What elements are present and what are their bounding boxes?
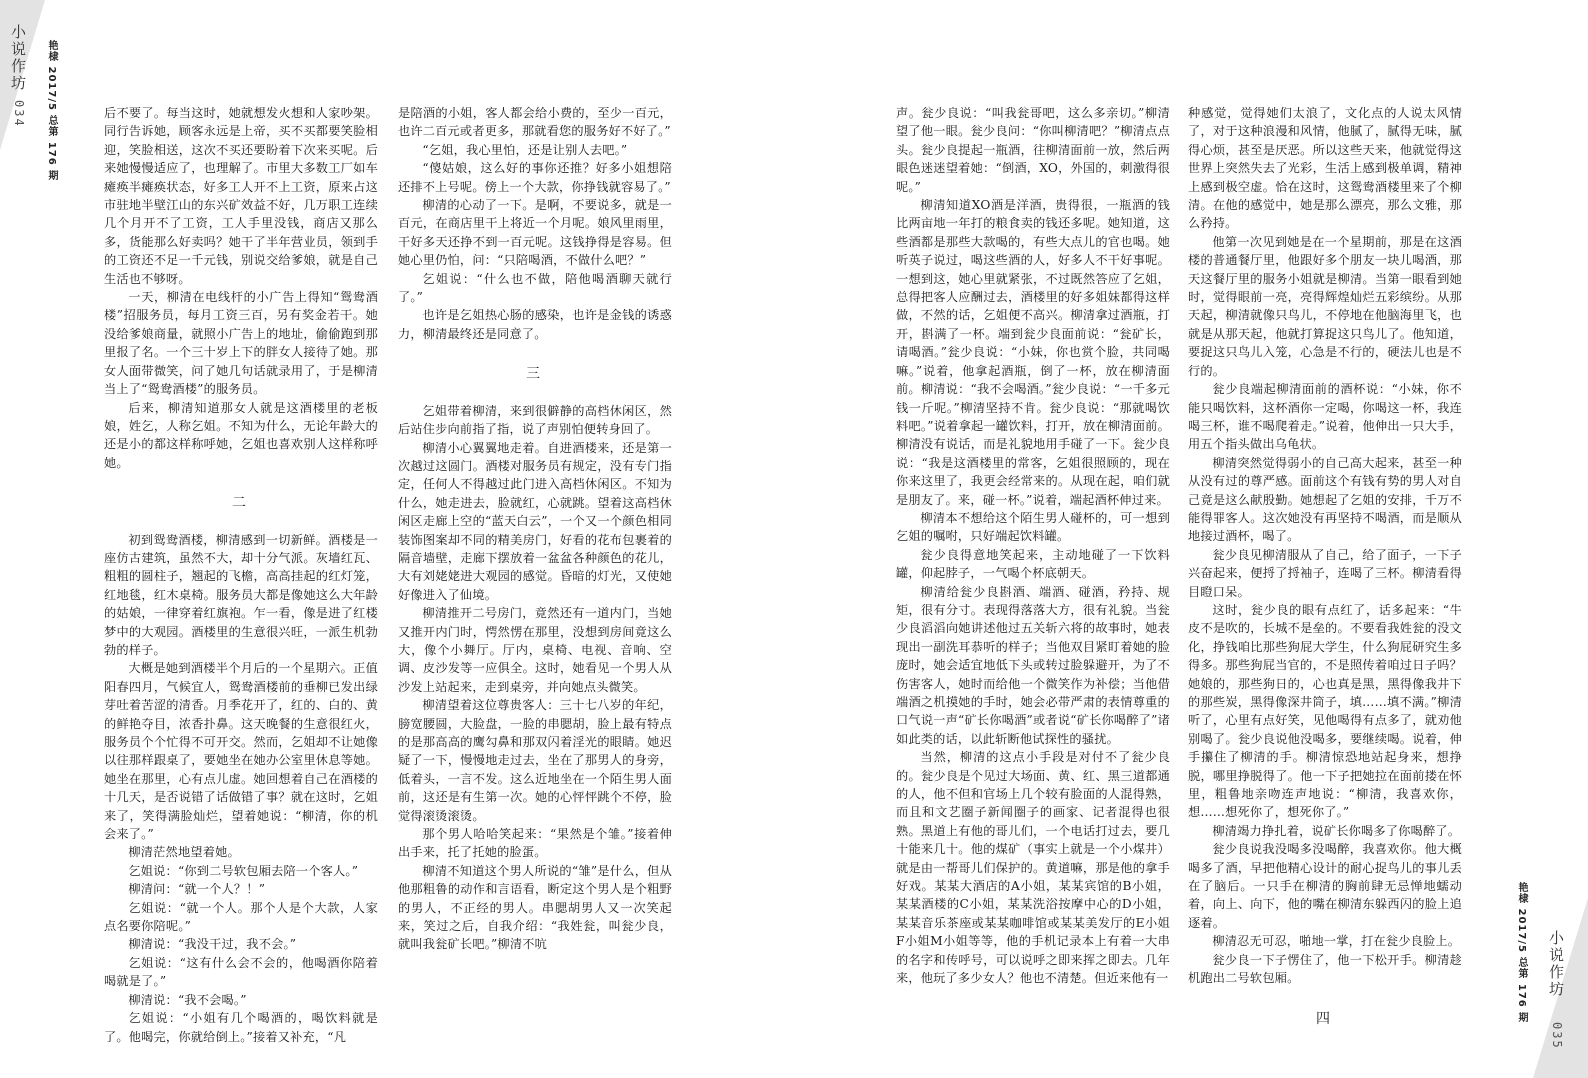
right-page bbox=[794, 0, 1588, 1078]
text-column-4 bbox=[1188, 104, 1462, 1044]
paragraph: 柳清给瓮少良斟酒、端酒、碰酒，矜持、规矩，很有分寸。表现得落落大方，很有礼貌。当瓮少良滔滔向她讲述他过五关斩六将的故事时，她表现出一副洗耳恭听的样子；当他双目紧盯着她的脸庞时，她会适宜地低下头或转过脸躲避开，为了不伤害客人，她时而给他一个微笑作为补偿；当他借端酒之机摸她的手时，她会必带严肃的表情尊重的口气说一声“矿长你喝酒”或者说“矿长你喝醉了”诸如此类的话，以此斩断他试探性的骚扰。 bbox=[896, 584, 1170, 746]
paragraph: 当然，柳清的这点小手段是对付不了瓮少良的。瓮少良是个见过大场面、黄、红、黑三道都通的人，他不但和官场上几个较有脸面的人混得熟，而且和文艺圈子新闻圈子的画家、记者混得也很熟。黑道上有他的哥儿们，一个电话打过去，要几十能来几十。他的煤矿（事实上就是一个小煤井）就是由一帮哥儿们保护的。黄道嘛，那是他的拿手好戏。某某大酒店的A小姐，某某宾馆的B小姐，某某酒楼的C小姐，某某洗浴按摩中心的D小姐，某某音乐茶座或某某咖啡馆或某某美发厅的E小姐F小姐M小姐等等，他的手机记录本上有着一大串的名字和传呼号，可以说呼之即来挥之即去。几年来，他玩了多少女人？他也不清楚。但近来他有一 bbox=[896, 750, 1170, 986]
paragraph: 柳清望着这位尊贵客人：三十七八岁的年纪，膀宽腰圆，大脸盘，一脸的串腮胡，脸上最有特点的是那高高的鹰勾鼻和那双闪着淫光的眼睛。她迟疑了一下，慢慢地走过去，坐在了那男人的身旁，低着头，一言不发。这么近地坐在一个陌生男人面前，这还是有生第一次。她的心怦怦跳个不停，脸觉得滚烫滚烫。 bbox=[398, 698, 672, 823]
paragraph: 他第一次见到她是在一个星期前，那是在这酒楼的普通餐厅里，他跟好多个朋友一块儿喝酒，那天这餐厅里的服务小姐就是柳清。当第一眼看到她时，觉得眼前一亮，亮得辉煌灿烂五彩缤纷。从那天起，柳清就像只鸟儿，不停地在他脑海里飞，也就是从那天起，他就打算捉这只鸟儿了。他知道，要捉这只鸟儿入笼，心急是不行的，硬法儿也是不行的。 bbox=[1188, 234, 1462, 378]
paragraph: 这时，瓮少良的眼有点红了，话多起来：“牛皮不是吹的，长城不是垒的。不要看我姓瓮的没文化，挣钱咱比那些狗屁大学生，什么狗屁研究生多得多。那些狗屁当官的，不是照传着咱过日子吗？她娘的，那些狗日的，心也真是黑，黑得像我井下的那些炭，黑得像深井筒子，填……填不满。”柳清听了，心里有点好笑，见他喝得有点多了，就劝他别喝了。瓮少良说他没喝多，要继续喝。说着，伸手攥住了柳清的手。柳清惊恐地站起身来，想挣脱，哪里挣脱得了。他一下子把她拉在面前搂在怀里，粗鲁地亲吻连声地说：“柳清，我喜欢你，想……想死你了，想死你了。” bbox=[1188, 602, 1462, 820]
paragraph: 一天，柳清在电线杆的小广告上得知“鸳鸯酒楼”招服务员，每月工资三百，另有奖金若干。她没给爹娘商量，就照小广告上的地址，偷偷跑到那里报了名。一个三十岁上下的胖女人接待了她。那女人面带微笑，问了她几句话就录用了，于是柳清当上了“鸳鸯酒楼”的服务员。 bbox=[104, 290, 378, 397]
paragraph: 是陪酒的小姐，客人都会给小费的，至少一百元，也许二百元或者更多，那就看您的服务好不好了。” bbox=[398, 106, 672, 139]
paragraph: 那个男人哈哈笑起来：“果然是个雏。”接着伸出手来，托了托她的脸蛋。 bbox=[398, 827, 672, 860]
magazine-info: 艳棣 2017/5 总第 176 期 bbox=[46, 40, 57, 182]
paragraph: 柳清说：“我不会喝。” bbox=[128, 992, 247, 1007]
paragraph: 瓮少良说我没喝多没喝醉，我喜欢你。他大概喝多了酒，早把他精心设计的耐心捉鸟儿的事儿丢在了脑后。一只手在柳清的胸前肆无忌惮地蠕动着，向上、向下，他的嘴在柳清东躲西闪的脸上追逐着。 bbox=[1188, 842, 1462, 930]
paragraph: 柳清知道XO酒是洋酒，贵得很，一瓶酒的钱比两亩地一年打的粮食卖的钱还多呢。她知道，这些酒都是那些大款喝的，有些大点儿的官也喝。她听英子说过，喝这些酒的人，好多人不干好事呢。一想到这，她心里就紧张，不过既然答应了乞姐，总得把客人应酬过去，酒楼里的好多姐妹都得这样做，不然的话，乞姐便不高兴。柳清拿过酒瓶，打开，斟满了一杯。端到瓮少良面前说：“瓮矿长，请喝酒。”瓮少良说：“小妹，你也赏个脸，共同喝嘛。”说着，他拿起酒瓶，倒了一杯，放在柳清面前。柳清说：“我不会喝酒。”瓮少良说：“一千多元钱一斤呢。”柳清坚持不肯。瓮少良说：“那就喝饮料吧。”说着拿起一罐饮料，打开，放在柳清面前。柳清没有说话，而是礼貌地用手碰了一下。瓮少良说：“我是这酒楼里的常客，乞姐很照顾的，现在你来这里了，我更会经常来的。从现在起，咱们就是朋友了。来，碰一杯。”说着，端起酒杯伸过来。 bbox=[896, 198, 1170, 507]
text-column-1 bbox=[104, 104, 378, 1044]
paragraph: 乞姐说：“小姐有几个喝酒的，喝饮料就是了。他喝完，你就给倒上。”接着又补充，“凡 bbox=[104, 1011, 378, 1044]
paragraph: 声。瓮少良说：“叫我瓮哥吧，这么多亲切。”柳清望了他一眼。瓮少良问：“你叫柳清吧？”柳清点点头。瓮少良提起一瓶酒，往柳清面前一放，然后两眼色迷迷望着她：“倒酒，XO，外国的，刺激得很呢。” bbox=[896, 106, 1170, 194]
paragraph: 乞姐说：“什么也不做，陪他喝酒聊天就行了。” bbox=[398, 271, 672, 305]
magazine-info: 艳棣 2017/5 总第 176 期 bbox=[1516, 882, 1527, 1024]
section-heading: 四 bbox=[1316, 1010, 1334, 1027]
paragraph: 乞姐带着柳清，来到很僻静的高档休闲区，然后站住步向前指了指，说了声别怕便转身回了。 bbox=[398, 403, 672, 437]
paragraph: 柳清小心翼翼地走着。自进酒楼来，还是第一次越过这圆门。酒楼对服务员有规定，没有专门指定，任何人不得越过此门进入高档休闲区。不知为什么，她走进去，脸就红，心就跳。望着这高档休闲区走廊上空的“蓝天白云”，一个又一个颜色相同装饰图案却不同的精美房门，好看的花布包裹着的隔音墙壁，走廊下摆放着一盆盆各种颜色的花儿，大有刘姥姥进大观园的感觉。昏暗的灯光，又使她好像进入了仙境。 bbox=[398, 440, 672, 602]
paragraph: 瓮少良端起柳清面前的酒杯说：“小妹，你不能只喝饮料，这杯酒你一定喝，你喝这一杯，我连喝三杯，谁不喝爬着走。”说着，他伸出一只大手，用五个指头做出乌龟状。 bbox=[1188, 382, 1462, 452]
paragraph: 也许是乞姐热心肠的感染，也许是金钱的诱惑力，柳清最终还是同意了。 bbox=[398, 308, 672, 341]
paragraph: 柳清本不想给这个陌生男人碰杯的，可一想到乞姐的嘱咐，只好端起饮料罐。 bbox=[896, 510, 1170, 544]
paragraph: 乞姐说：“你到二号软包厢去陪一个客人。” bbox=[128, 863, 359, 878]
paragraph: 大概是她到酒楼半个月后的一个星期六。正值阳春四月，气候宜人，鸳鸯酒楼前的垂柳已发出绿芽吐着苦涩的清香。月季花开了，红的、白的、黄的鲜艳夺目，浓香扑鼻。这天晚餐的生意很红火，服务员个个忙得不可开交。然而，乞姐却不让她像以往那样跟桌了，要她坐在她办公室里休息等她。她坐在那里，心有点儿虚。她回想着自己在酒楼的十几天，是否说错了话做错了事？就在这时，乞姐来了，笑得满脸灿烂，望着她说：“柳清，你的机会来了。” bbox=[104, 661, 378, 842]
paragraph: 柳清忍无可忍，啪地一掌，打在瓮少良脸上。 bbox=[1212, 934, 1461, 949]
paragraph: 初到鸳鸯酒楼，柳清感到一切新鲜。酒楼是一座仿古建筑，虽然不大，却十分气派。灰墙红瓦、粗粗的圆柱子，翘起的飞檐，高高挂起的红灯笼，红地毯，红木桌椅。服务员大都是像她这么大年龄的姑娘，一律穿着红旗袍。乍一看，像是进了红楼梦中的大观园。酒楼里的生意很兴旺，一派生机勃勃的样子。 bbox=[104, 532, 378, 657]
paragraph: 瓮少良见柳清服从了自己，给了面子，一下子兴奋起来，便捋了捋袖子，连喝了三杯。柳清看得目瞪口呆。 bbox=[1188, 547, 1462, 599]
section-tag: 小说作坊 bbox=[1547, 930, 1565, 998]
paragraph: 柳清说：“我没干过，我不会。” bbox=[128, 937, 297, 952]
paragraph: “乞姐，我心里怕，还是让别人去吧。” bbox=[422, 142, 628, 157]
paragraph: “傻姑娘，这么好的事你还推？好多小姐想陪还排不上号呢。傍上一个大款，你挣钱就容易了。” bbox=[398, 161, 672, 194]
section-tag: 小说作坊 bbox=[9, 24, 27, 92]
paragraph: 瓮少良一下子愣住了，他一下松开手。柳清趁机跑出二号软包厢。 bbox=[1188, 952, 1462, 986]
paragraph: 柳清的心动了一下。是啊，不要说多，就是一百元，在商店里干上将近一个月呢。娘风里雨里，干好多天还挣不到一百元呢。这钱挣得是容易。但她心里仍怕，问：“只陪喝酒，不做什么吧？” bbox=[398, 198, 672, 268]
paragraph: 瓮少良得意地笑起来，主动地碰了一下饮料罐，仰起脖子，一气喝个杯底朝天。 bbox=[896, 547, 1170, 581]
paragraph: 柳清不知道这个男人所说的“雏”是什么，但从他那粗鲁的动作和言语看，断定这个男人是个粗野的男人，不正经的男人。串腮胡男人又一次笑起来，笑过之后，自我介绍：“我姓瓮，叫瓮少良，就叫我瓮矿长吧。”柳清不吭 bbox=[398, 863, 672, 952]
page-number: 035 bbox=[1550, 1022, 1564, 1050]
paragraph: 后来，柳清知道那女人就是这酒楼里的老板娘，姓乞，人称乞姐。不知为什么，无论年龄大的还是小的都这样称呼她，乞姐也喜欢别人这样称呼她。 bbox=[104, 400, 378, 470]
paragraph: 后不要了。每当这时，她就想发火想和人家吵架。同行告诉她，顾客永远是上帝，买不买都要笑脸相迎，笑脸相送，这次不买还要盼着下次来买呢。后来她慢慢适应了，也理解了。市里大多数工厂如车瘫痪半瘫痪状态，好多工人开不上工资，原来占这市驻地半壁江山的东兴矿效益不好，几万职工连续几个月开不了工资，工人手里没钱，商店又那么多，货能那么好卖吗？她干了半年营业员，领到手的工资还不足一千元钱，别说交给爹娘，就是自己生活也不够呀。 bbox=[104, 106, 378, 286]
page-number: 034 bbox=[12, 100, 26, 128]
section-heading: 二 bbox=[232, 495, 250, 512]
paragraph: 柳清突然觉得弱小的自己高大起来，甚至一种从没有过的尊严感。面前这个有钱有势的男人对自己竟是这么献殷勤。她想起了乞姐的安排，千万不能得罪客人。这次她没有再坚持不喝酒，而是顺从地接过酒杯，喝了。 bbox=[1188, 455, 1462, 544]
paragraph: 柳清茫然地望着她。 bbox=[128, 845, 240, 860]
paragraph: 种感觉，觉得她们太浪了，文化点的人说太风情了，对于这种浪漫和风情，他腻了，腻得无味，腻得心烦，甚至是厌恶。所以这些天来，他就觉得这世界上突然失去了光彩，生活上感到极单调，精神上感到极空虚。恰在这时，这鸳鸯酒楼里来了个柳清。在他的感觉中，她是那么漂亮，那么文雅，那么矜持。 bbox=[1188, 106, 1462, 231]
paragraph: 乞姐说：“就一个人。那个人是个大款，人家点名要你陪呢。” bbox=[104, 900, 378, 934]
text-column-2 bbox=[398, 104, 672, 1044]
text-column-3 bbox=[896, 104, 1170, 1044]
paragraph: 柳清竭力挣扎着，说矿长你喝多了你喝醉了。 bbox=[1212, 823, 1461, 838]
paragraph: 乞姐说：“这有什么会不会的，他喝酒你陪着喝就是了。” bbox=[104, 955, 378, 989]
paragraph: 柳清问：“就一个人？！” bbox=[128, 882, 266, 897]
paragraph: 柳清推开二号房门，竟然还有一道内门，当她又推开内门时，愕然愣在那里，没想到房间竟这么大，像个小舞厅。厅内，桌椅、电视、音响、空调、皮沙发等一应俱全。这时，她看见一个男人从沙发上站起来，走到桌旁，并向她点头微笑。 bbox=[398, 606, 672, 694]
section-heading: 三 bbox=[526, 366, 544, 383]
